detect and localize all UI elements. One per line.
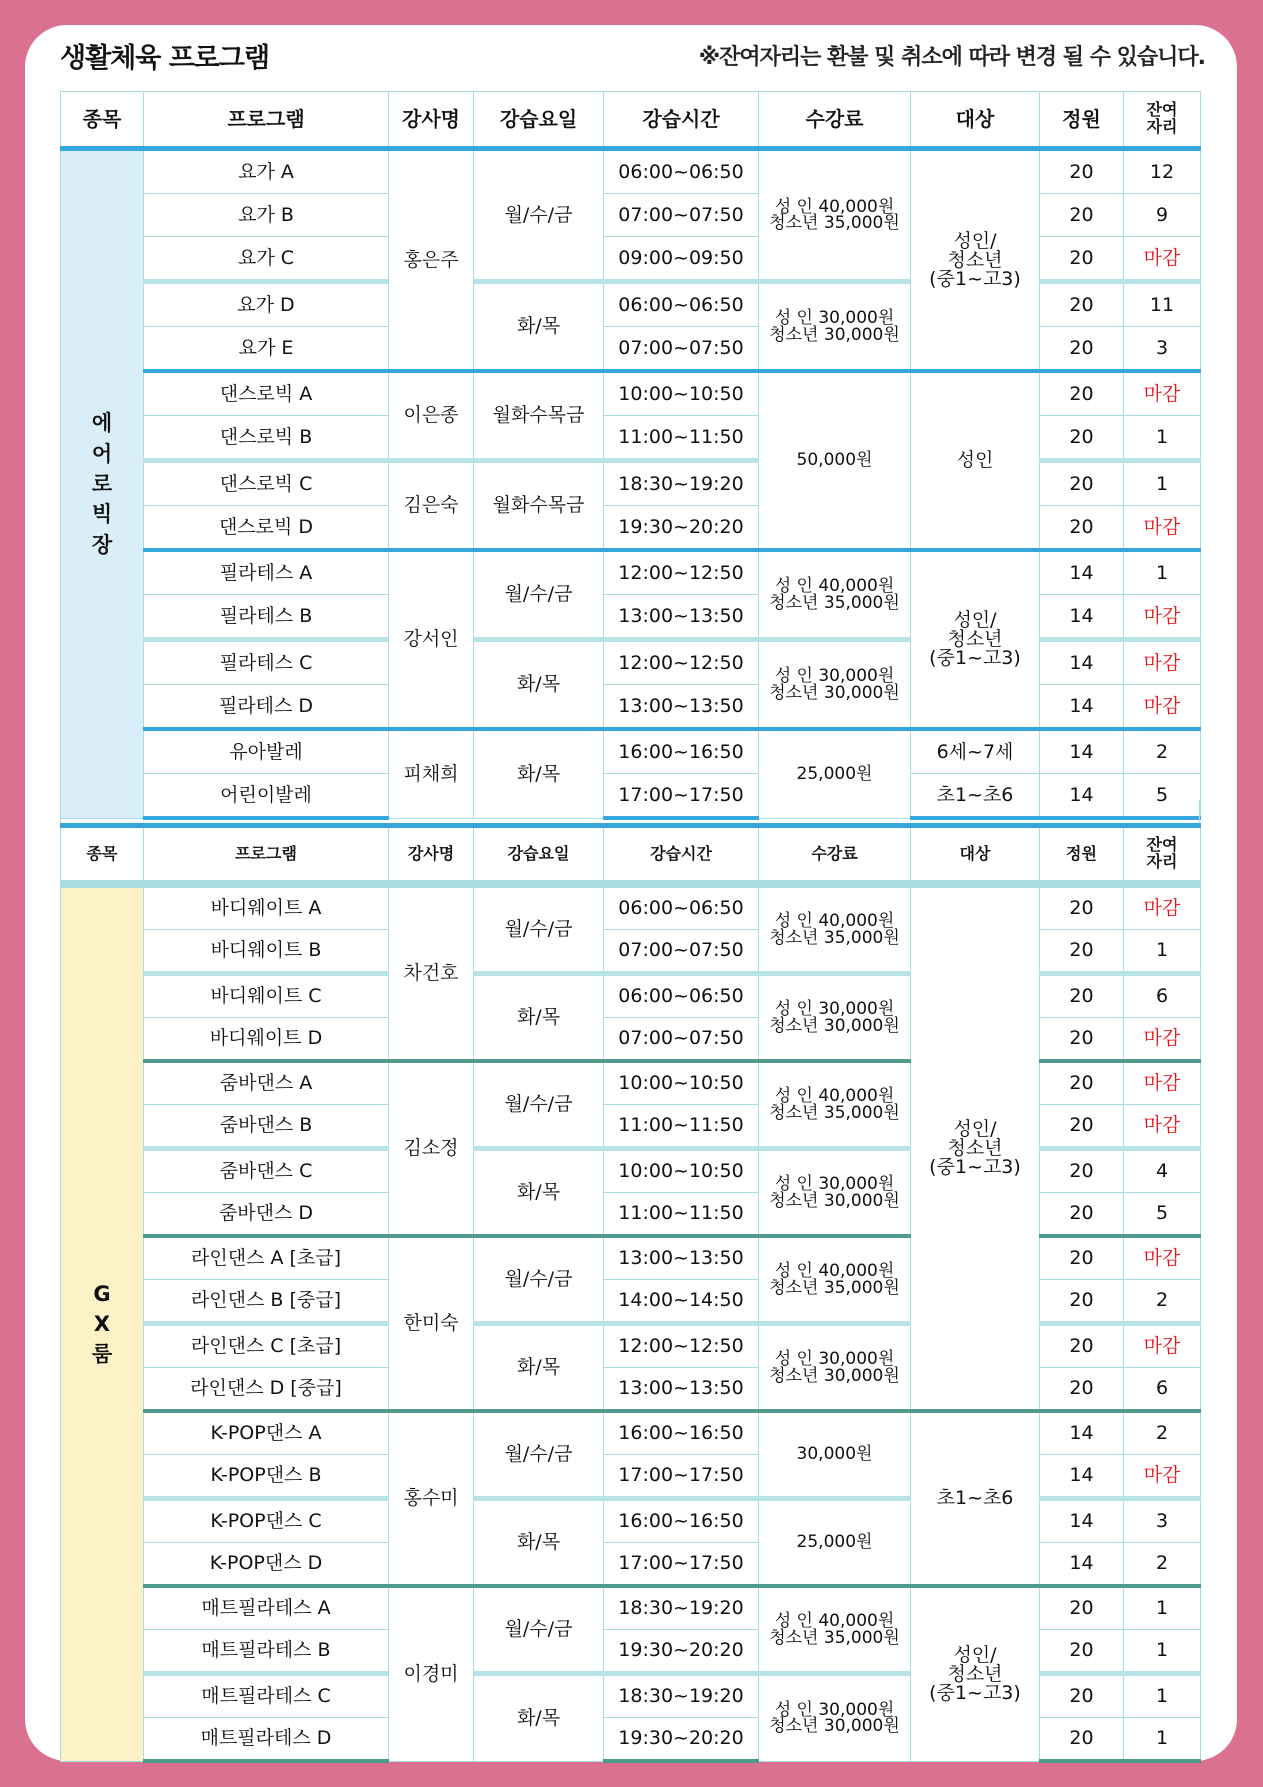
remaining-closed: 마감: [1124, 884, 1201, 930]
capacity: 20: [1040, 371, 1124, 416]
capacity: 20: [1040, 1586, 1124, 1630]
table-row: [61, 149, 1201, 194]
class-days: 월/수/금: [474, 1061, 604, 1149]
program-name: K-POP댄스 C: [144, 1499, 389, 1543]
program-name: 바디웨이트 D: [144, 1018, 389, 1062]
class-time: 12:00~12:50: [604, 1324, 759, 1368]
capacity: 20: [1040, 1324, 1124, 1368]
remaining-closed: 마감: [1124, 1018, 1201, 1062]
program-name: 매트필라테스 D: [144, 1718, 389, 1762]
class-days: 화/목: [474, 1499, 604, 1587]
class-time: 06:00~06:50: [604, 974, 759, 1018]
program-name: K-POP댄스 A: [144, 1411, 389, 1455]
target-group: 초1~초6: [911, 774, 1040, 819]
class-days: 월화수목금: [474, 371, 604, 461]
remaining-seats: 12: [1124, 149, 1201, 194]
capacity: 14: [1040, 595, 1124, 640]
table-header-row: [61, 92, 1201, 149]
target-group: 성인/ 청소년 (중1~고3): [911, 1586, 1040, 1761]
class-time: 19:30~20:20: [604, 1630, 759, 1674]
capacity: 20: [1040, 1630, 1124, 1674]
class-days: 화/목: [474, 1149, 604, 1237]
class-time: 16:00~16:50: [604, 1411, 759, 1455]
fee: 25,000원: [759, 729, 911, 818]
header-time: 강습시간: [604, 92, 759, 149]
remaining-seats: 3: [1124, 1499, 1201, 1543]
class-time: 14:00~14:50: [604, 1280, 759, 1324]
class-time: 10:00~10:50: [604, 1149, 759, 1193]
header-program: 프로그램: [144, 826, 389, 885]
remaining-seats: 2: [1124, 1411, 1201, 1455]
target-group: 성인/ 청소년 (중1~고3): [911, 884, 1040, 1411]
capacity: 20: [1040, 1193, 1124, 1237]
header-days: 강습요일: [474, 826, 604, 885]
class-time: 10:00~10:50: [604, 1061, 759, 1105]
instructor-name: 한미숙: [389, 1236, 474, 1411]
instructor-name: 홍수미: [389, 1411, 474, 1586]
remaining-seats: 1: [1124, 1586, 1201, 1630]
program-name: 매트필라테스 C: [144, 1674, 389, 1718]
class-time: 07:00~07:50: [604, 1018, 759, 1062]
class-days: 화/목: [474, 640, 604, 730]
instructor-name: 이경미: [389, 1586, 474, 1761]
target-group: 초1~초6: [911, 1411, 1040, 1586]
class-time: 16:00~16:50: [604, 729, 759, 774]
capacity: 20: [1040, 930, 1124, 974]
remaining-closed: 마감: [1124, 640, 1201, 685]
class-days: 화/목: [474, 282, 604, 372]
class-time: 12:00~12:50: [604, 550, 759, 595]
remaining-closed: 마감: [1124, 595, 1201, 640]
capacity: 20: [1040, 1280, 1124, 1324]
class-days: 월/수/금: [474, 550, 604, 640]
fee: 성 인 40,000원 청소년 35,000원: [759, 1586, 911, 1674]
fee: 성 인 30,000원 청소년 30,000원: [759, 1324, 911, 1412]
class-time: 17:00~17:50: [604, 1455, 759, 1499]
capacity: 20: [1040, 974, 1124, 1018]
class-time: 09:00~09:50: [604, 237, 759, 282]
program-name: 필라테스 D: [144, 685, 389, 730]
section-divider: [60, 800, 1200, 823]
capacity: 20: [1040, 1368, 1124, 1412]
capacity: 14: [1040, 1543, 1124, 1587]
capacity: 20: [1040, 1236, 1124, 1280]
remaining-closed: 마감: [1124, 371, 1201, 416]
fee: 성 인 40,000원 청소년 35,000원: [759, 1061, 911, 1149]
remaining-seats: 1: [1124, 1674, 1201, 1718]
table-row: [61, 884, 1201, 930]
header-fee: 수강료: [759, 826, 911, 885]
capacity: 14: [1040, 1455, 1124, 1499]
header-fee: 수강료: [759, 92, 911, 149]
header-remaining: 잔여 자리: [1124, 826, 1201, 885]
remaining-closed: 마감: [1124, 1455, 1201, 1499]
capacity: 14: [1040, 640, 1124, 685]
program-name: 라인댄스 B [중급]: [144, 1280, 389, 1324]
capacity: 20: [1040, 1105, 1124, 1149]
table-row: [61, 1411, 1201, 1455]
program-name: 어린이발레: [144, 774, 389, 819]
class-days: 화/목: [474, 729, 604, 818]
category-cell: 에 어 로 빅 장: [61, 149, 144, 819]
fee: 성 인 30,000원 청소년 30,000원: [759, 640, 911, 730]
header-instructor: 강사명: [389, 826, 474, 885]
instructor-name: 강서인: [389, 550, 474, 729]
header-target: 대상: [911, 92, 1040, 149]
class-days: 월/수/금: [474, 884, 604, 974]
remaining-seats: 1: [1124, 550, 1201, 595]
program-name: 바디웨이트 A: [144, 884, 389, 930]
capacity: 20: [1040, 1718, 1124, 1762]
remaining-closed: 마감: [1124, 685, 1201, 730]
capacity: 14: [1040, 550, 1124, 595]
table-row: [61, 550, 1201, 595]
program-name: 댄스로빅 B: [144, 416, 389, 461]
remaining-seats: 2: [1124, 1543, 1201, 1587]
class-time: 13:00~13:50: [604, 595, 759, 640]
remaining-seats: 6: [1124, 974, 1201, 1018]
program-name: 필라테스 B: [144, 595, 389, 640]
program-name: 필라테스 A: [144, 550, 389, 595]
remaining-seats: 5: [1124, 774, 1201, 819]
class-time: 19:30~20:20: [604, 506, 759, 551]
program-name: 요가 D: [144, 282, 389, 327]
capacity: 20: [1040, 1061, 1124, 1105]
class-time: 19:30~20:20: [604, 1718, 759, 1762]
class-time: 18:30~19:20: [604, 1586, 759, 1630]
header-instructor: 강사명: [389, 92, 474, 149]
fee: 25,000원: [759, 1499, 911, 1587]
fee: 성 인 40,000원 청소년 35,000원: [759, 884, 911, 974]
program-name: 유아발레: [144, 729, 389, 774]
header-target: 대상: [911, 826, 1040, 885]
program-name: 요가 E: [144, 327, 389, 372]
class-days: 월/수/금: [474, 1586, 604, 1674]
remaining-seats: 1: [1124, 416, 1201, 461]
capacity: 20: [1040, 194, 1124, 237]
header-capacity: 정원: [1040, 826, 1124, 885]
program-name: 줌바댄스 D: [144, 1193, 389, 1237]
class-time: 17:00~17:50: [604, 1543, 759, 1587]
program-name: 라인댄스 D [중급]: [144, 1368, 389, 1412]
capacity: 20: [1040, 282, 1124, 327]
remaining-seats: 1: [1124, 1718, 1201, 1762]
capacity: 14: [1040, 1411, 1124, 1455]
table-header-row: [61, 826, 1201, 885]
remaining-seats: 2: [1124, 729, 1201, 774]
capacity: 14: [1040, 774, 1124, 819]
program-name: 줌바댄스 C: [144, 1149, 389, 1193]
capacity: 20: [1040, 506, 1124, 551]
instructor-name: 차건호: [389, 884, 474, 1061]
header-category: 종목: [61, 826, 144, 885]
class-time: 12:00~12:50: [604, 640, 759, 685]
program-name: 바디웨이트 B: [144, 930, 389, 974]
header-days: 강습요일: [474, 92, 604, 149]
class-time: 11:00~11:50: [604, 416, 759, 461]
remaining-closed: 마감: [1124, 1236, 1201, 1280]
program-name: 댄스로빅 D: [144, 506, 389, 551]
capacity: 14: [1040, 729, 1124, 774]
fee: 성 인 40,000원 청소년 35,000원: [759, 1236, 911, 1324]
fee: 30,000원: [759, 1411, 911, 1499]
instructor-name: 이은종: [389, 371, 474, 461]
remaining-closed: 마감: [1124, 237, 1201, 282]
program-name: 필라테스 C: [144, 640, 389, 685]
capacity: 20: [1040, 416, 1124, 461]
program-name: 요가 C: [144, 237, 389, 282]
class-time: 07:00~07:50: [604, 930, 759, 974]
category-cell: G X 룸: [61, 884, 144, 1761]
program-name: 요가 A: [144, 149, 389, 194]
remaining-seats: 11: [1124, 282, 1201, 327]
gx-room-table: [60, 823, 1201, 1763]
header-capacity: 정원: [1040, 92, 1124, 149]
target-group: 6세~7세: [911, 729, 1040, 774]
target-group: 성인/ 청소년 (중1~고3): [911, 550, 1040, 729]
remaining-closed: 마감: [1124, 1324, 1201, 1368]
instructor-name: 피채희: [389, 729, 474, 818]
capacity: 20: [1040, 237, 1124, 282]
remaining-seats: 5: [1124, 1193, 1201, 1237]
class-days: 월화수목금: [474, 461, 604, 551]
program-name: 줌바댄스 A: [144, 1061, 389, 1105]
target-group: 성인: [911, 371, 1040, 550]
fee: 50,000원: [759, 371, 911, 550]
page-title: 생활체육 프로그램: [60, 43, 270, 74]
fee: 성 인 30,000원 청소년 30,000원: [759, 1674, 911, 1762]
remaining-seats: 4: [1124, 1149, 1201, 1193]
remaining-closed: 마감: [1124, 1105, 1201, 1149]
class-time: 06:00~06:50: [604, 149, 759, 194]
remaining-closed: 마감: [1124, 506, 1201, 551]
instructor-name: 홍은주: [389, 149, 474, 372]
class-time: 13:00~13:50: [604, 685, 759, 730]
target-group: 성인/ 청소년 (중1~고3): [911, 149, 1040, 372]
program-name: 댄스로빅 A: [144, 371, 389, 416]
capacity: 20: [1040, 149, 1124, 194]
header-remaining: 잔여 자리: [1124, 92, 1201, 149]
class-days: 월/수/금: [474, 1411, 604, 1499]
capacity: 20: [1040, 1018, 1124, 1062]
class-time: 11:00~11:50: [604, 1193, 759, 1237]
program-name: 줌바댄스 B: [144, 1105, 389, 1149]
class-days: 월/수/금: [474, 1236, 604, 1324]
fee: 성 인 30,000원 청소년 30,000원: [759, 974, 911, 1062]
class-time: 13:00~13:50: [604, 1368, 759, 1412]
program-name: 매트필라테스 B: [144, 1630, 389, 1674]
fee: 성 인 40,000원 청소년 35,000원: [759, 550, 911, 640]
class-time: 16:00~16:50: [604, 1499, 759, 1543]
table-row: [61, 729, 1201, 774]
fee: 성 인 40,000원 청소년 35,000원: [759, 149, 911, 282]
table-row: [61, 1586, 1201, 1630]
program-name: 바디웨이트 C: [144, 974, 389, 1018]
remaining-seats: 1: [1124, 1630, 1201, 1674]
capacity: 20: [1040, 461, 1124, 506]
program-name: K-POP댄스 D: [144, 1543, 389, 1587]
instructor-name: 김소정: [389, 1061, 474, 1236]
header-program: 프로그램: [144, 92, 389, 149]
capacity: 20: [1040, 327, 1124, 372]
capacity: 20: [1040, 884, 1124, 930]
class-time: 07:00~07:50: [604, 327, 759, 372]
fee: 성 인 30,000원 청소년 30,000원: [759, 1149, 911, 1237]
capacity: 14: [1040, 685, 1124, 730]
capacity: 14: [1040, 1499, 1124, 1543]
class-time: 11:00~11:50: [604, 1105, 759, 1149]
header-category: 종목: [61, 92, 144, 149]
remaining-seats: 1: [1124, 930, 1201, 974]
program-name: 라인댄스 A [초급]: [144, 1236, 389, 1280]
remaining-seats: 9: [1124, 194, 1201, 237]
class-days: 화/목: [474, 1674, 604, 1762]
class-days: 화/목: [474, 974, 604, 1062]
remaining-seats: 3: [1124, 327, 1201, 372]
capacity: 20: [1040, 1674, 1124, 1718]
class-days: 월/수/금: [474, 149, 604, 282]
table-row: [61, 371, 1201, 416]
class-days: 화/목: [474, 1324, 604, 1412]
fee: 성 인 30,000원 청소년 30,000원: [759, 282, 911, 372]
instructor-name: 김은숙: [389, 461, 474, 551]
class-time: 10:00~10:50: [604, 371, 759, 416]
aerobic-room-table: [60, 91, 1201, 820]
class-time: 06:00~06:50: [604, 282, 759, 327]
remaining-seats: 1: [1124, 461, 1201, 506]
class-time: 18:30~19:20: [604, 461, 759, 506]
program-name: K-POP댄스 B: [144, 1455, 389, 1499]
class-time: 13:00~13:50: [604, 1236, 759, 1280]
class-time: 17:00~17:50: [604, 774, 759, 819]
program-name: 댄스로빅 C: [144, 461, 389, 506]
remaining-seats: 2: [1124, 1280, 1201, 1324]
class-time: 18:30~19:20: [604, 1674, 759, 1718]
class-time: 07:00~07:50: [604, 194, 759, 237]
header-time: 강습시간: [604, 826, 759, 885]
class-time: 06:00~06:50: [604, 884, 759, 930]
program-name: 매트필라테스 A: [144, 1586, 389, 1630]
program-name: 요가 B: [144, 194, 389, 237]
notice-text: ※잔여자리는 환불 및 취소에 따라 변경 될 수 있습니다.: [698, 45, 1205, 70]
capacity: 20: [1040, 1149, 1124, 1193]
remaining-closed: 마감: [1124, 1061, 1201, 1105]
remaining-seats: 6: [1124, 1368, 1201, 1412]
program-name: 라인댄스 C [초급]: [144, 1324, 389, 1368]
